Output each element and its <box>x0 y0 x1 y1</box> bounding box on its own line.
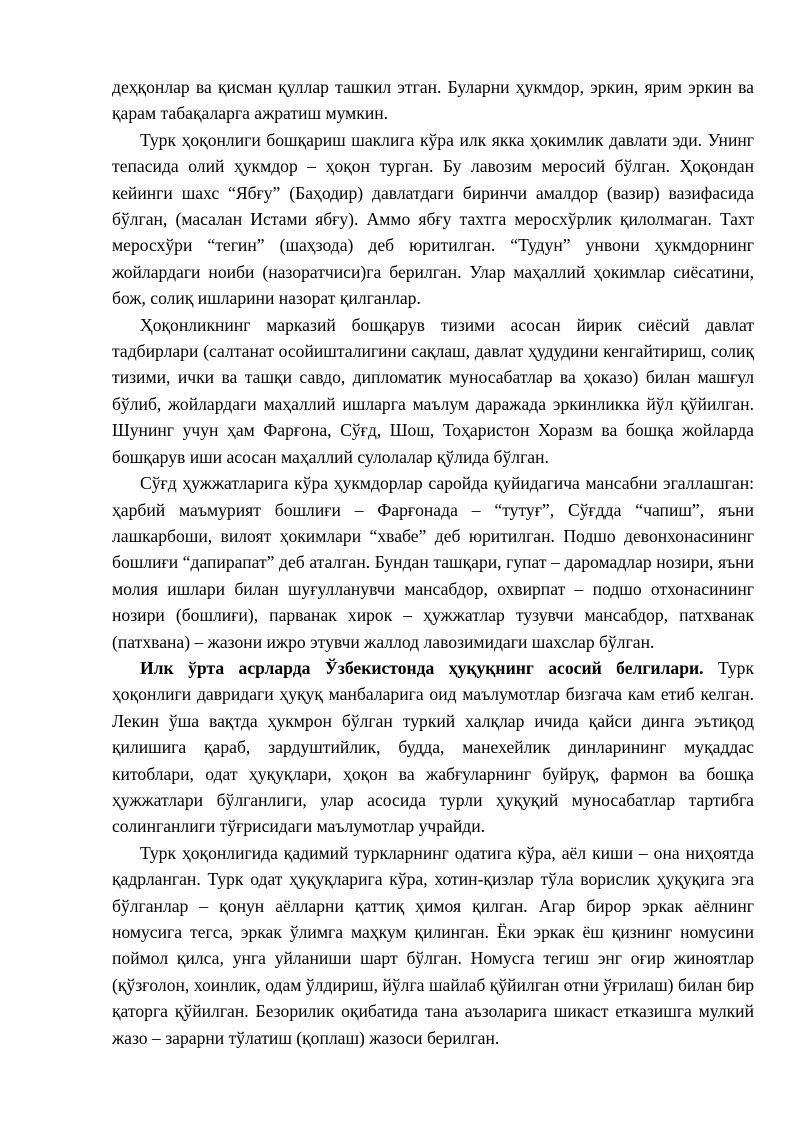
paragraph-5 <box>112 655 754 840</box>
paragraph-5-text: Турк ҳоқонлиги давридаги ҳуқуқ манбаларига оид маълумотлар бизгача кам етиб келган. Лекин ўша вақтда ҳукмрон бўлган туркий халқлар ичида қайси динга эътиқод қилишига қараб, зардуштийлик, будда, манехейлик динларининг муқаддас китоблари, одат ҳуқуқлари, ҳоқон ва жабғуларнинг буйруқ, фармон ва бошқа ҳужжатлари бўлганлиги, улар асосида турли ҳуқуқий муносабатлар тартибга солинганлиги тўғрисидаги маълумотлар учрайди. <box>112 657 754 837</box>
paragraph-3 <box>112 312 754 470</box>
paragraph-2 <box>112 127 754 312</box>
document-page <box>112 74 754 1051</box>
paragraph-6-text: Турк ҳоқонлигида қадимий туркларнинг одатига кўра, аёл киши – она ниҳоятда қадрланган. Турк одат ҳуқуқларига кўра, хотин-қизлар тўла ворислик ҳуқуқига эга бўлганлар – қонун аёлларни қаттиқ ҳимоя қилган. Агар бирор эркак аёлнинг номусига тегса, эркак ўлимга маҳкум қилинган. Ёки эркак ёш қизнинг номусини поймол қилса, унга уйланиши шарт бўлган. Номусга тегиш энг оғир жиноятлар (қўзғолон, хоинлик, одам ўлдириш, йўлга шайлаб қўйилган отни ўғрилаш) билан бир қаторга қўйилган. Безорилик оқибатида тана аъзоларига шикаст етказишга мулкий жазо – зарарни тўлатиш (қоплаш) жазоси берилган. <box>112 842 754 1048</box>
paragraph-4 <box>112 470 754 655</box>
paragraph-6 <box>112 840 754 1051</box>
paragraph-2-text: Турк ҳоқонлиги бошқариш шаклига кўра илк якка ҳокимлик давлати эди. Унинг тепасида олий ҳукмдор – ҳоқон турган. Бу лавозим меросий бўлган. Ҳоқондан кейинги шахс “Ябғу” (Баҳодир) давлатдаги биринчи амалдор (вазир) вазифасида бўлган, (масалан Истами ябғу). Аммо ябғу тахтга меросхўрлик қилолмаган. Тахт меросхўри “тегин” (шаҳзода) деб юритилган. “Тудун” унвони ҳукмдорнинг жойлардаги ноиби (назоратчиси)га берилган. Улар маҳаллий ҳокимлар сиёсатини, бож, солиқ ишларини назорат қилганлар. <box>112 129 754 309</box>
paragraph-4-text: Сўғд ҳужжатларига кўра ҳукмдорлар саройда қуйидагича мансабни эгаллашган: ҳарбий маъмурият бошлиғи – Фарғонада – “тутуғ”, Сўғдда “чапиш”, яъни лашкарбоши, вилоят ҳокимлари “хвабе” деб юритилган. Подшо девонхонасининг бошлиғи “дапирапат” деб аталган. Бундан ташқари, гупат – даромадлар нозири, яъни молия ишлари билан шуғулланувчи мансабдор, охвирпат – подшо отхонасининг нозири (бошлиғи), парванак хирок – ҳужжатлар тузувчи мансабдор, патхванак (патхвана) – жазони ижро этувчи жаллод лавозимидаги шахслар бўлган. <box>112 473 754 652</box>
paragraph-1-text: деҳқонлар ва қисман қуллар ташкил этган. Буларни ҳукмдор, эркин, ярим эркин ва қарам табақаларга ажратиш мумкин. <box>112 77 754 124</box>
paragraph-1 <box>112 74 754 127</box>
section-heading: Илк ўрта асрларда Ўзбекистонда ҳуқуқнинг асосий белгилари. <box>140 657 704 678</box>
paragraph-3-text: Ҳоқонликнинг марказий бошқарув тизими асосан йирик сиёсий давлат тадбирлари (салтанат осойишталигини сақлаш, давлат ҳудудини кенгайтириш, солиқ тизими, ички ва ташқи савдо, дипломатик муносабатлар ва ҳоказо) билан машғул бўлиб, жойлардаги маҳаллий ишларга маълум даражада эркинликка йўл қўйилган. Шунинг учун ҳам Фарғона, Сўғд, Шош, Тоҳаристон Хоразм ва бошқа жойларда бошқарув иши асосан маҳаллий сулолалар қўлида бўлган. <box>112 314 754 467</box>
